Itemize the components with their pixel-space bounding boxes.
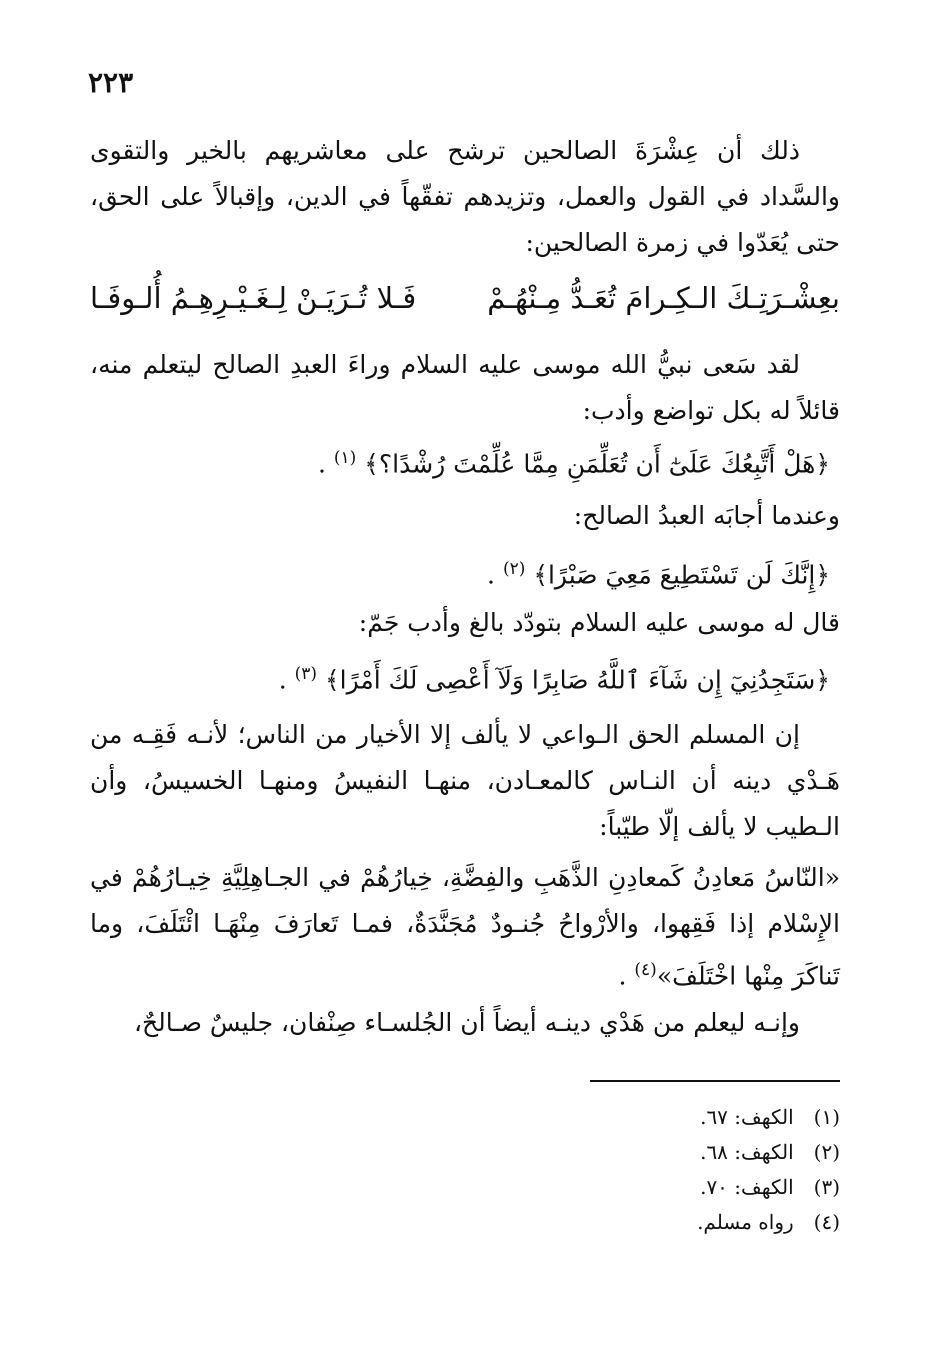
hadith-quote: «النّاسُ مَعادِنُ كَمعادِنِ الذَّهَبِ والفِضَّةِ، خِيارُهُمْ في الجـاهِلِيَّةِ خِيـارُهُمْ في الإِسْلام إذا فَقِهوا، والأرْواحُ جُنـودٌ مُجَنَّدَةٌ، فمـا تَعارَفَ مِنْهَـا ائْتَلَفَ، وما تَناكَرَ مِنْها اخْتَلَفَ»$^{(٤)}$ . (90, 863, 840, 991)
footnote-ref-3: (٣) (294, 664, 318, 684)
paragraph-reply: قال له موسى عليه السلام بتودّد بالغ وأدب جَمّ: (358, 608, 840, 637)
quran-verse-1: ﴿هَلْ أَتَّبِعُكَ عَلَىٰٓ أَن تُعَلِّمَنِ مِمَّا عُلِّمْتَ رُشْدًا؟﴾ $^{(١)}$ . (317, 448, 830, 479)
footnote-item (560, 1205, 840, 1240)
footnote-text: الكهف: ٧٠. (700, 1175, 794, 1199)
quran-verse-3-text: ﴿سَتَجِدُنِيٓ إِن شَآءَ ٱللَّهُ صَابِرًا وَلَآ أَعْصِى لَكَ أَمْرًا﴾ (324, 665, 830, 695)
paragraph-good-company: إن المسلم الحق الـواعي لا يألف إلا الأخيار من الناس؛ لأنـه فَقِـه من هَـدْي دينه أن النـاس كالمعـادن، منهـا النفيسُ ومنهـا الخسيسُ، وأن الـطيب لا يألف إلّا طيّباً: (90, 720, 840, 841)
poem-hemistich-left: فَـلا تُـرَيَـنْ لِـغَـيْـرِهِـمُ أُلـوفَـا (90, 281, 417, 315)
footnote-number: (٢) (813, 1140, 840, 1164)
page-number: ٢٢٣ (88, 66, 134, 99)
poem-verse (90, 278, 840, 318)
footnote-number: (١) (813, 1105, 840, 1129)
paragraph-moses: لقد سَعى نبيُّ الله موسى عليه السلام وراءَ العبدِ الصالح ليتعلم منه، قائلاً له بكل تواضع وأدب: (90, 350, 840, 425)
footnote-item (560, 1170, 840, 1205)
footnote-ref-4: (٤) (634, 960, 657, 980)
quran-verse-2: ﴿إِنَّكَ لَن تَسْتَطِيعَ مَعِيَ صَبْرًا﴾ $^{(٢)}$ . (487, 559, 830, 590)
paragraph-intro: ذلك أن عِشْرَةَ الصالحين ترشح على معاشريهم بالخير والتقوى والسَّداد في القول والعمل، وتزيدهم تفقّهاً في الدين، وإقبالاً على الحق، حتى يُعَدّوا في زمرة الصالحين: (90, 136, 840, 257)
footnote-text: الكهف: ٦٧. (700, 1105, 794, 1129)
footnote-ref-1: (١) (333, 448, 357, 468)
quran-verse-1-text: ﴿هَلْ أَتَّبِعُكَ عَلَىٰٓ أَن تُعَلِّمَنِ مِمَّا عُلِّمْتَ رُشْدًا؟﴾ (364, 449, 830, 479)
hadith-text: «النّاسُ مَعادِنُ كَمعادِنِ الذَّهَبِ والفِضَّةِ، خِيارُهُمْ في الجـاهِلِيَّةِ خِيـارُهُمْ في الإِسْلام إذا فَقِهوا، والأرْواحُ جُنـودٌ مُجَنَّدَةٌ، فمـا تَعارَفَ مِنْهَـا ائْتَلَفَ، وما تَناكَرَ مِنْها اخْتَلَفَ» (90, 863, 840, 991)
paragraph-companions: وإنـه ليعلم من هَدْي دينـه أيضاً أن الجُلسـاء صِنْفان، جليسٌ صـالحٌ، (133, 1008, 800, 1037)
quran-verse-3: ﴿سَتَجِدُنِيٓ إِن شَآءَ ٱللَّهُ صَابِرًا وَلَآ أَعْصِى لَكَ أَمْرًا﴾ $^{(٣)}$ . (278, 664, 830, 695)
footnote-ref-2: (٢) (502, 559, 526, 579)
quran-verse-2-text: ﴿إِنَّكَ لَن تَسْتَطِيعَ مَعِيَ صَبْرًا﴾ (533, 560, 830, 590)
footnote-divider (590, 1080, 840, 1082)
poem-hemistich-right: بعِشْـرَتِـكَ الـكِـرامَ تُعَـدُّ مِـنْهُـمْ (487, 281, 840, 315)
footnote-text: الكهف: ٦٨. (700, 1140, 794, 1164)
footnote-text: رواه مسلم. (697, 1210, 794, 1234)
footnote-item (560, 1100, 840, 1135)
footnote-item (560, 1135, 840, 1170)
footnotes-list (560, 1100, 840, 1240)
footnote-number: (٤) (813, 1210, 840, 1234)
paragraph-answer: وعندما أجابَه العبدُ الصالح: (573, 501, 840, 530)
footnote-number: (٣) (813, 1175, 840, 1199)
